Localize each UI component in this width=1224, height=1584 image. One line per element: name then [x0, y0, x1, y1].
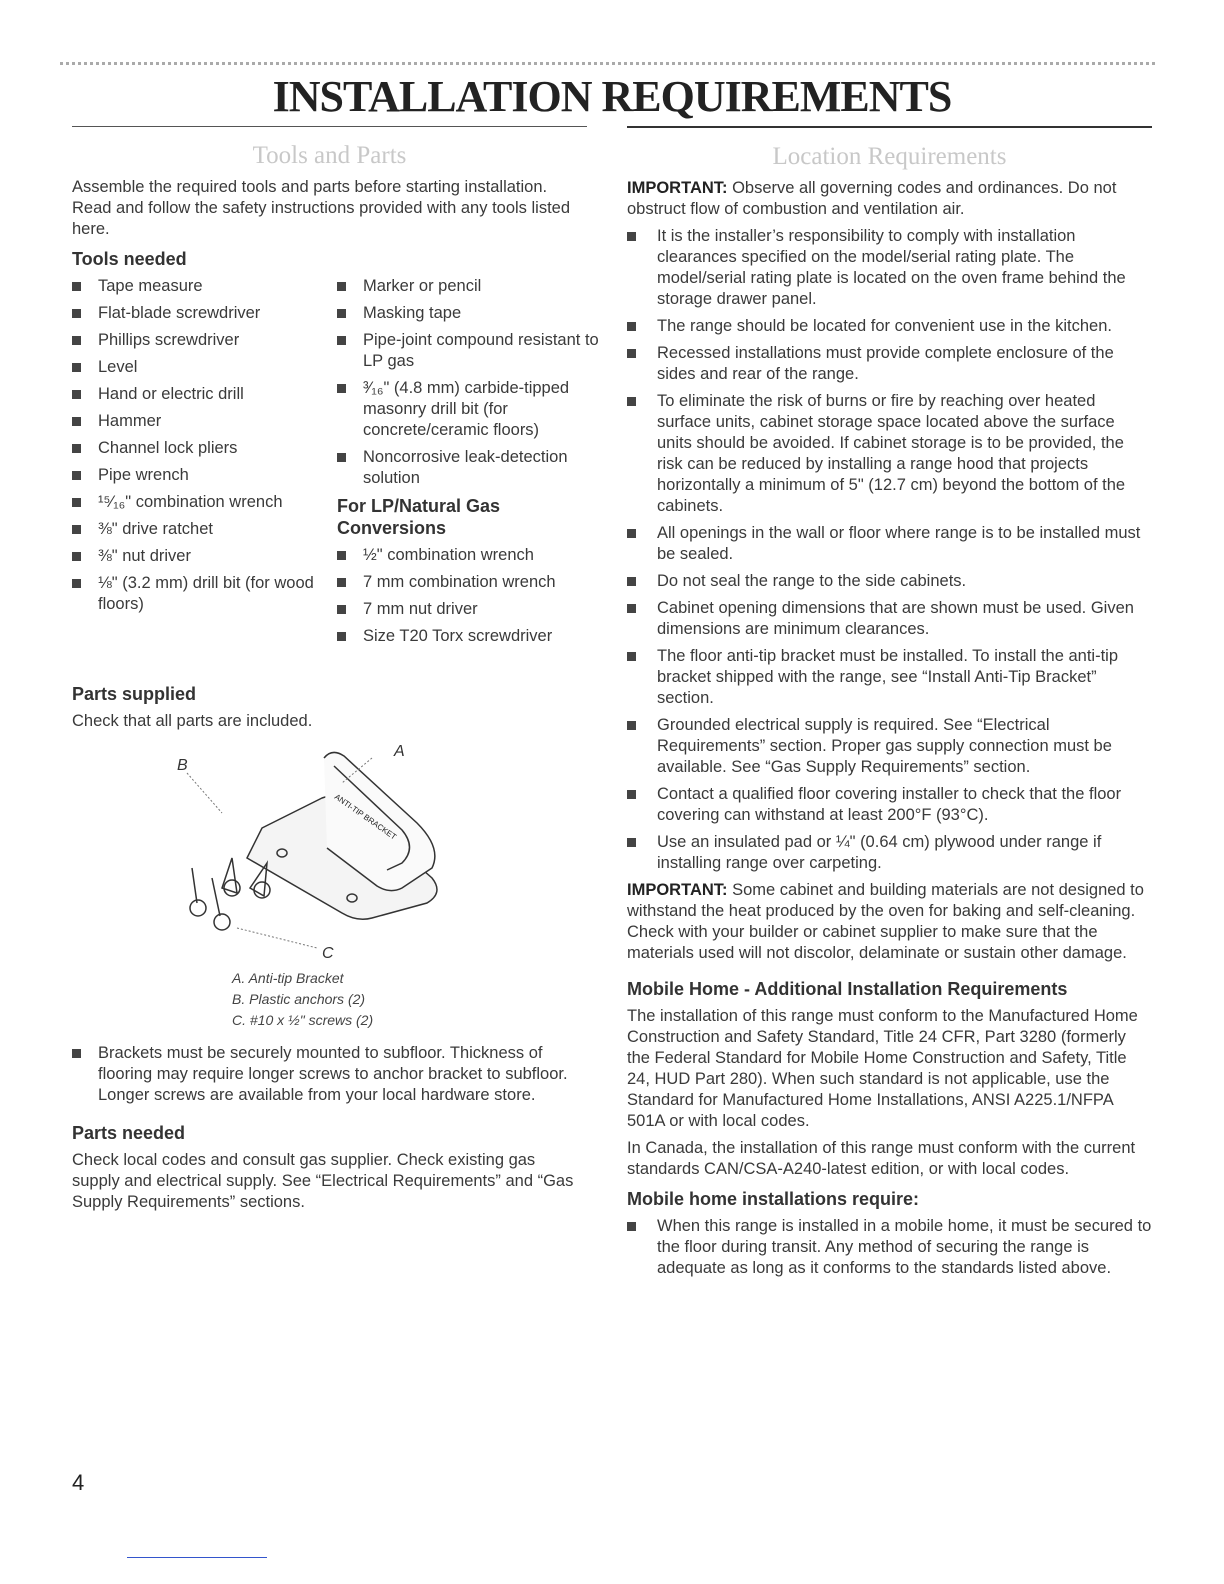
tools-list-1 [72, 276, 337, 653]
requirement-item: Use an insulated pad or ¼" (0.64 cm) plywood under range if installing range over carpeting. [627, 832, 1152, 874]
tool-item: ⅜" nut driver [72, 546, 337, 567]
conversion-tool-item: 7 mm nut driver [337, 599, 605, 620]
requirement-item: Grounded electrical supply is required. See “Electrical Requirements” section. Proper gas supply connection must be available. See “Gas Supply Requirements” section. [627, 715, 1152, 778]
tool-item: Masking tape [337, 303, 605, 324]
caption-a: A. Anti-tip Bracket [232, 970, 344, 986]
page-title: INSTALLATION REQUIREMENTS [272, 72, 952, 121]
parts-needed-text: Check local codes and consult gas supplier. Check existing gas supply and electrical supply. See “Electrical Requirements” and “Gas Supply Requirements” sections. [72, 1151, 574, 1211]
important-note-2: IMPORTANT: Some cabinet and building materials are not designed to withstand the heat produced by the oven for baking and self-cleaning. Check with your builder or cabinet supplier to make sure that the materials used will not discolor, delaminate or sustain other damage. [627, 881, 1144, 962]
mobile-requirement-item: When this range is installed in a mobile home, it must be secured to the floor during transit. Any method of securing the range is adequate as long as it conforms to the standards listed above. [627, 1216, 1152, 1279]
requirement-item: To eliminate the risk of burns or fire by reaching over heated surface units, cabinet storage space located above the surface units should be avoided. If cabinet storage is to be provided, the risk can be reduced by installing a range hood that projects horizontally a minimum of 5" (12.7 cm) beyond the bottom of the cabinets. [627, 391, 1152, 517]
conversion-tool-item: Size T20 Torx screwdriver [337, 626, 605, 647]
bottom-rule [127, 1557, 267, 1558]
tools-list-2 [337, 276, 605, 489]
requirement-item: All openings in the wall or floor where range is to be installed must be sealed. [627, 523, 1152, 565]
tool-item: Channel lock pliers [72, 438, 337, 459]
section-title: Location Requirements [772, 143, 1007, 170]
parts-supplied-text: Check that all parts are included. [72, 712, 313, 730]
tool-item: ⅛" (3.2 mm) drill bit (for wood floors) [72, 573, 337, 615]
tool-item: Marker or pencil [337, 276, 605, 297]
intro-text: Assemble the required tools and parts before starting installation. Read and follow the safety instructions provided with any tools listed here. [72, 178, 571, 238]
label-a: A [394, 743, 405, 760]
conversion-tool-item: 7 mm combination wrench [337, 572, 605, 593]
important-note: IMPORTANT: Observe all governing codes and ordinances. Do not obstruct flow of combustion and ventilation air. [627, 179, 1117, 218]
caption-b: B. Plastic anchors (2) [232, 991, 366, 1007]
mobile-home-heading: Mobile Home - Additional Installation Requirements [627, 979, 1068, 999]
requirement-item: Do not seal the range to the side cabinets. [627, 571, 1152, 592]
anti-tip-bracket-illustration [72, 738, 587, 968]
tools-needed-heading: Tools needed [72, 249, 187, 269]
tool-item: ¹⁵⁄₁₆" combination wrench [72, 492, 337, 513]
bracket-label: ANTI-TIP BRACKET [332, 792, 398, 842]
requirement-item: The range should be located for convenient use in the kitchen. [627, 316, 1152, 337]
mobile-bullets [627, 1216, 1152, 1279]
requirement-item: It is the installer’s responsibility to comply with installation clearances specified on the model/serial rating plate. The model/serial rating plate is located on the oven frame behind the storage drawer panel. [627, 226, 1152, 310]
tools-lists [72, 276, 599, 653]
mobile-text-2: In Canada, the installation of this range must conform with the current standards CAN/CSA-A240-latest edition, or with local codes. [627, 1139, 1136, 1178]
conversion-tools-list [337, 545, 605, 647]
caption-c: C. #10 x ½" screws (2) [232, 1012, 374, 1028]
tool-item: Flat-blade screwdriver [72, 303, 337, 324]
location-requirements-column [627, 126, 1152, 1285]
mobile-text-1: The installation of this range must conform to the Manufactured Home Construction and Safety Standard, Title 24 CFR, Part 3280 (formerly the Federal Standard for Mobile Home Construction and Safety, Title 24, HUD Part 280). When such standard is not applicable, use the Standard for Manufactured Home Installations, ANSI A225.1/NFPA 501A or with local codes. [627, 1007, 1138, 1130]
mobile-require-heading: Mobile home installations require: [627, 1189, 920, 1209]
tool-item: Hand or electric drill [72, 384, 337, 405]
conversion-tool-item: ½" combination wrench [337, 545, 605, 566]
requirement-item: Contact a qualified floor covering installer to check that the floor covering can withstand at least 200°F (93°C). [627, 784, 1152, 826]
label-c: C [322, 945, 334, 962]
top-rule [60, 62, 1155, 65]
tool-item: Tape measure [72, 276, 337, 297]
tool-item: Phillips screwdriver [72, 330, 337, 351]
requirement-item: The floor anti-tip bracket must be installed. To install the anti-tip bracket shipped with the range, see “Install Anti-Tip Bracket” section. [627, 646, 1152, 709]
tool-item: Noncorrosive leak-detection solution [337, 447, 605, 489]
tool-item: Level [72, 357, 337, 378]
tool-item: ⅜" drive ratchet [72, 519, 337, 540]
requirement-item: Cabinet opening dimensions that are shown must be used. Given dimensions are minimum clearances. [627, 598, 1152, 640]
tool-item: Pipe-joint compound resistant to LP gas [337, 330, 605, 372]
label-b: B [177, 757, 188, 774]
anti-tip-bracket-figure [72, 738, 587, 968]
tool-item: ³⁄₁₆" (4.8 mm) carbide-tipped masonry drill bit (for concrete/ceramic floors) [337, 378, 605, 441]
tool-item: Hammer [72, 411, 337, 432]
parts-needed-heading: Parts needed [72, 1123, 186, 1143]
page-number: 4 [72, 1470, 85, 1495]
tool-item: Pipe wrench [72, 465, 337, 486]
tools-and-parts-column [72, 126, 599, 1219]
bracket-note: Brackets must be securely mounted to subfloor. Thickness of flooring may require longer screws to anchor bracket to subfloor. Longer screws are available from your local hardware store. [72, 1043, 587, 1106]
conversion-heading: For LP/Natural Gas Conversions [337, 496, 501, 538]
parts-supplied-heading: Parts supplied [72, 684, 197, 704]
requirement-item: Recessed installations must provide complete enclosure of the sides and rear of the range. [627, 343, 1152, 385]
location-bullets [627, 226, 1152, 874]
section-title: Tools and Parts [252, 142, 407, 169]
